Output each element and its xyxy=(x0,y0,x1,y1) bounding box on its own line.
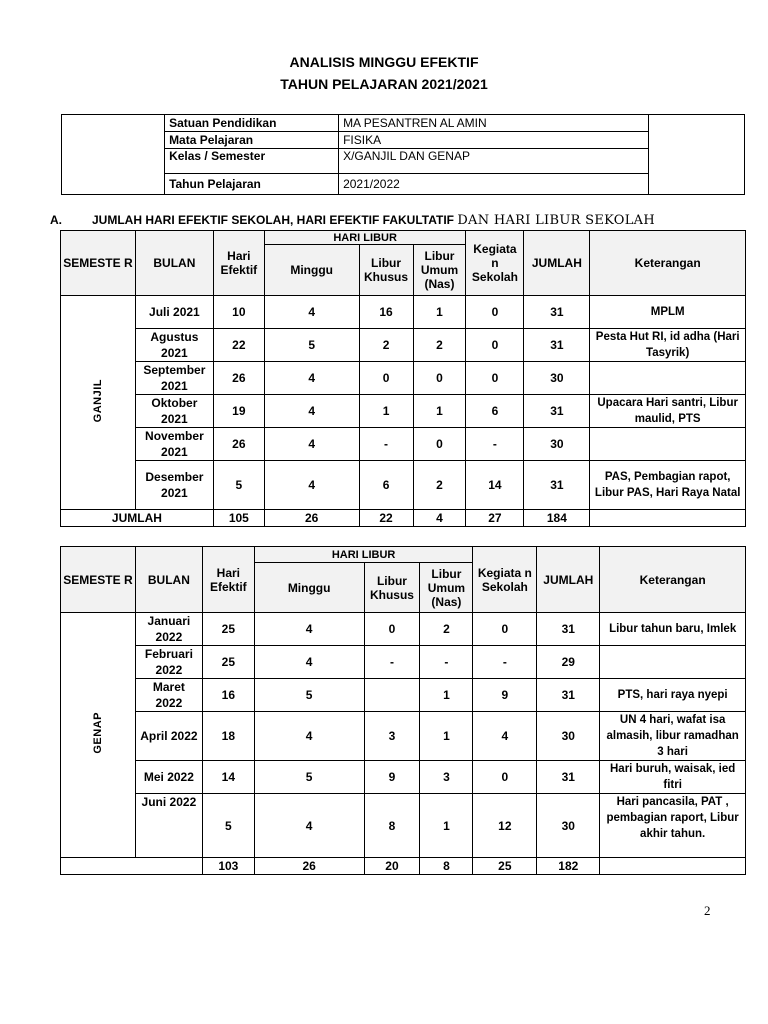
bulan-cell: Oktober 2021 xyxy=(135,395,213,428)
header-bulan: BULAN xyxy=(135,547,202,613)
total-khusus: 20 xyxy=(364,858,420,875)
document-title: ANALISIS MINGGU EFEKTIF xyxy=(289,54,479,70)
total-efektif: 103 xyxy=(202,858,254,875)
total-umum: 8 xyxy=(420,858,473,875)
efektif-cell: 16 xyxy=(202,679,254,712)
khusus-cell: 9 xyxy=(364,761,420,794)
kegiatan-cell: 12 xyxy=(473,794,537,858)
efektif-cell: 10 xyxy=(213,296,264,329)
info-table xyxy=(61,114,745,195)
bulan-cell: Desember 2021 xyxy=(135,461,213,510)
keterangan-cell: Hari pancasila, PAT , pembagian raport, Libur akhir tahun. xyxy=(600,794,746,858)
document-subtitle: TAHUN PELAJARAN 2021/2021 xyxy=(280,76,488,92)
bulan-cell: Januari 2022 xyxy=(135,613,202,646)
efektif-cell: 25 xyxy=(202,613,254,646)
table-row xyxy=(61,296,746,329)
khusus-cell: 16 xyxy=(359,296,413,329)
table-row xyxy=(61,761,746,794)
total-jumlah: 182 xyxy=(537,858,600,875)
header-hari-libur: HARI LIBUR xyxy=(264,231,466,245)
info-value: FISIKA xyxy=(339,132,649,149)
kegiatan-cell: - xyxy=(473,646,537,679)
kegiatan-cell: 14 xyxy=(466,461,524,510)
section-title: JUMLAH HARI EFEKTIF SEKOLAH, HARI EFEKTIF FAKULTATIF xyxy=(92,213,454,227)
bulan-cell: September 2021 xyxy=(135,362,213,395)
total-minggu: 26 xyxy=(254,858,364,875)
header-keterangan: Keterangan xyxy=(590,231,746,296)
total-row xyxy=(61,510,746,527)
header-keterangan: Keterangan xyxy=(600,547,746,613)
header-kegiatan: Kegiata n Sekolah xyxy=(466,231,524,296)
jumlah-cell: 31 xyxy=(524,329,590,362)
bulan-cell: November 2021 xyxy=(135,428,213,461)
keterangan-cell: UN 4 hari, wafat isa almasih, libur ramadhan 3 hari xyxy=(600,712,746,761)
header-kegiatan: Kegiata n Sekolah xyxy=(473,547,537,613)
info-label: Tahun Pelajaran xyxy=(165,174,339,195)
semester-label: GANJIL xyxy=(91,378,104,423)
bulan-cell: April 2022 xyxy=(135,712,202,761)
info-value: 2021/2022 xyxy=(339,174,649,195)
total-jumlah: 184 xyxy=(524,510,590,527)
jumlah-cell: 29 xyxy=(537,646,600,679)
minggu-cell: 5 xyxy=(254,761,364,794)
header-libur-khusus: Libur Khusus xyxy=(364,563,420,613)
umum-cell: 2 xyxy=(413,329,466,362)
jumlah-cell: 30 xyxy=(537,712,600,761)
jumlah-cell: 30 xyxy=(524,428,590,461)
header-libur-umum: Libur Umum (Nas) xyxy=(420,563,473,613)
total-minggu: 26 xyxy=(264,510,359,527)
keterangan-cell: PAS, Pembagian rapot, Libur PAS, Hari Raya Natal xyxy=(590,461,746,510)
bulan-cell: Maret 2022 xyxy=(135,679,202,712)
header-hari-libur: HARI LIBUR xyxy=(254,547,473,563)
ganjil-table xyxy=(60,230,746,527)
section-a-heading xyxy=(50,213,655,228)
umum-cell: 1 xyxy=(420,712,473,761)
total-label xyxy=(61,858,203,875)
keterangan-cell: Upacara Hari santri, Libur maulid, PTS xyxy=(590,395,746,428)
keterangan-cell: Pesta Hut RI, id adha (Hari Tasyrik) xyxy=(590,329,746,362)
table-row xyxy=(61,613,746,646)
page-number: 2 xyxy=(704,903,711,918)
info-value: X/GANJIL DAN GENAP xyxy=(339,149,649,174)
kegiatan-cell: 0 xyxy=(473,613,537,646)
total-kegiatan: 27 xyxy=(466,510,524,527)
total-keterangan xyxy=(590,510,746,527)
kegiatan-cell: 0 xyxy=(466,362,524,395)
efektif-cell: 5 xyxy=(202,794,254,858)
khusus-cell: 6 xyxy=(359,461,413,510)
table-row xyxy=(61,395,746,428)
keterangan-cell: PTS, hari raya nyepi xyxy=(600,679,746,712)
bulan-cell: Februari 2022 xyxy=(135,646,202,679)
bulan-cell: Juli 2021 xyxy=(135,296,213,329)
keterangan-cell xyxy=(590,428,746,461)
section-title-serif: DAN HARI LIBUR SEKOLAH xyxy=(457,213,655,228)
khusus-cell xyxy=(364,679,420,712)
umum-cell: 1 xyxy=(413,296,466,329)
efektif-cell: 5 xyxy=(213,461,264,510)
keterangan-cell: Libur tahun baru, Imlek xyxy=(600,613,746,646)
table-row xyxy=(61,329,746,362)
header-libur-umum: Libur Umum (Nas) xyxy=(413,245,466,296)
kegiatan-cell: - xyxy=(466,428,524,461)
minggu-cell: 5 xyxy=(254,679,364,712)
info-label: Satuan Pendidikan xyxy=(165,115,339,132)
umum-cell: 0 xyxy=(413,362,466,395)
kegiatan-cell: 0 xyxy=(466,296,524,329)
info-value: MA PESANTREN AL AMIN xyxy=(339,115,649,132)
header-semester: SEMESTE R xyxy=(61,547,136,613)
khusus-cell: 1 xyxy=(359,395,413,428)
table-row xyxy=(61,794,746,858)
efektif-cell: 14 xyxy=(202,761,254,794)
minggu-cell: 4 xyxy=(254,646,364,679)
khusus-cell: - xyxy=(359,428,413,461)
total-efektif: 105 xyxy=(213,510,264,527)
total-row xyxy=(61,858,746,875)
table-row xyxy=(61,646,746,679)
efektif-cell: 19 xyxy=(213,395,264,428)
header-bulan: BULAN xyxy=(135,231,213,296)
kegiatan-cell: 4 xyxy=(473,712,537,761)
kegiatan-cell: 0 xyxy=(473,761,537,794)
bulan-cell: Agustus 2021 xyxy=(135,329,213,362)
header-hari-efektif: Hari Efektif xyxy=(213,231,264,296)
jumlah-cell: 31 xyxy=(524,461,590,510)
khusus-cell: 0 xyxy=(364,613,420,646)
header-hari-efektif: Hari Efektif xyxy=(202,547,254,613)
khusus-cell: 2 xyxy=(359,329,413,362)
kegiatan-cell: 6 xyxy=(466,395,524,428)
jumlah-cell: 30 xyxy=(524,362,590,395)
info-blank-left xyxy=(62,115,165,195)
khusus-cell: 0 xyxy=(359,362,413,395)
khusus-cell: 8 xyxy=(364,794,420,858)
efektif-cell: 26 xyxy=(213,428,264,461)
jumlah-cell: 31 xyxy=(524,296,590,329)
minggu-cell: 4 xyxy=(264,362,359,395)
info-blank-right xyxy=(648,115,744,174)
minggu-cell: 4 xyxy=(264,428,359,461)
info-blank-right-bottom xyxy=(648,174,744,195)
umum-cell: 2 xyxy=(420,613,473,646)
table-row xyxy=(61,428,746,461)
minggu-cell: 4 xyxy=(254,794,364,858)
total-keterangan xyxy=(600,858,746,875)
genap-table xyxy=(60,546,746,875)
efektif-cell: 18 xyxy=(202,712,254,761)
keterangan-cell: MPLM xyxy=(590,296,746,329)
efektif-cell: 26 xyxy=(213,362,264,395)
jumlah-cell: 31 xyxy=(537,679,600,712)
umum-cell: 1 xyxy=(413,395,466,428)
header-libur-khusus: Libur Khusus xyxy=(359,245,413,296)
total-kegiatan: 25 xyxy=(473,858,537,875)
minggu-cell: 5 xyxy=(264,329,359,362)
semester-label: GENAP xyxy=(91,712,104,754)
umum-cell: - xyxy=(420,646,473,679)
kegiatan-cell: 9 xyxy=(473,679,537,712)
info-label: Kelas / Semester xyxy=(165,149,339,174)
efektif-cell: 25 xyxy=(202,646,254,679)
total-khusus: 22 xyxy=(359,510,413,527)
keterangan-cell xyxy=(590,362,746,395)
umum-cell: 1 xyxy=(420,794,473,858)
jumlah-cell: 30 xyxy=(537,794,600,858)
bulan-cell: Juni 2022 xyxy=(135,794,202,858)
header-jumlah: JUMLAH xyxy=(524,231,590,296)
minggu-cell: 4 xyxy=(264,296,359,329)
jumlah-cell: 31 xyxy=(537,613,600,646)
header-semester: SEMESTE R xyxy=(61,231,136,296)
khusus-cell: - xyxy=(364,646,420,679)
header-jumlah: JUMLAH xyxy=(537,547,600,613)
efektif-cell: 22 xyxy=(213,329,264,362)
bulan-cell: Mei 2022 xyxy=(135,761,202,794)
minggu-cell: 4 xyxy=(264,461,359,510)
semester-cell xyxy=(61,296,136,510)
umum-cell: 2 xyxy=(413,461,466,510)
total-umum: 4 xyxy=(413,510,466,527)
minggu-cell: 4 xyxy=(254,712,364,761)
table-row xyxy=(61,679,746,712)
table-row xyxy=(61,362,746,395)
umum-cell: 3 xyxy=(420,761,473,794)
jumlah-cell: 31 xyxy=(524,395,590,428)
minggu-cell: 4 xyxy=(264,395,359,428)
info-label: Mata Pelajaran xyxy=(165,132,339,149)
total-label: JUMLAH xyxy=(61,510,214,527)
minggu-cell: 4 xyxy=(254,613,364,646)
header-minggu: Minggu xyxy=(264,245,359,296)
semester-cell xyxy=(61,613,136,858)
table-row xyxy=(61,712,746,761)
khusus-cell: 3 xyxy=(364,712,420,761)
umum-cell: 0 xyxy=(413,428,466,461)
header-minggu: Minggu xyxy=(254,563,364,613)
umum-cell: 1 xyxy=(420,679,473,712)
jumlah-cell: 31 xyxy=(537,761,600,794)
keterangan-cell xyxy=(600,646,746,679)
keterangan-cell: Hari buruh, waisak, ied fitri xyxy=(600,761,746,794)
kegiatan-cell: 0 xyxy=(466,329,524,362)
section-number: A. xyxy=(50,213,62,227)
table-row xyxy=(61,461,746,510)
